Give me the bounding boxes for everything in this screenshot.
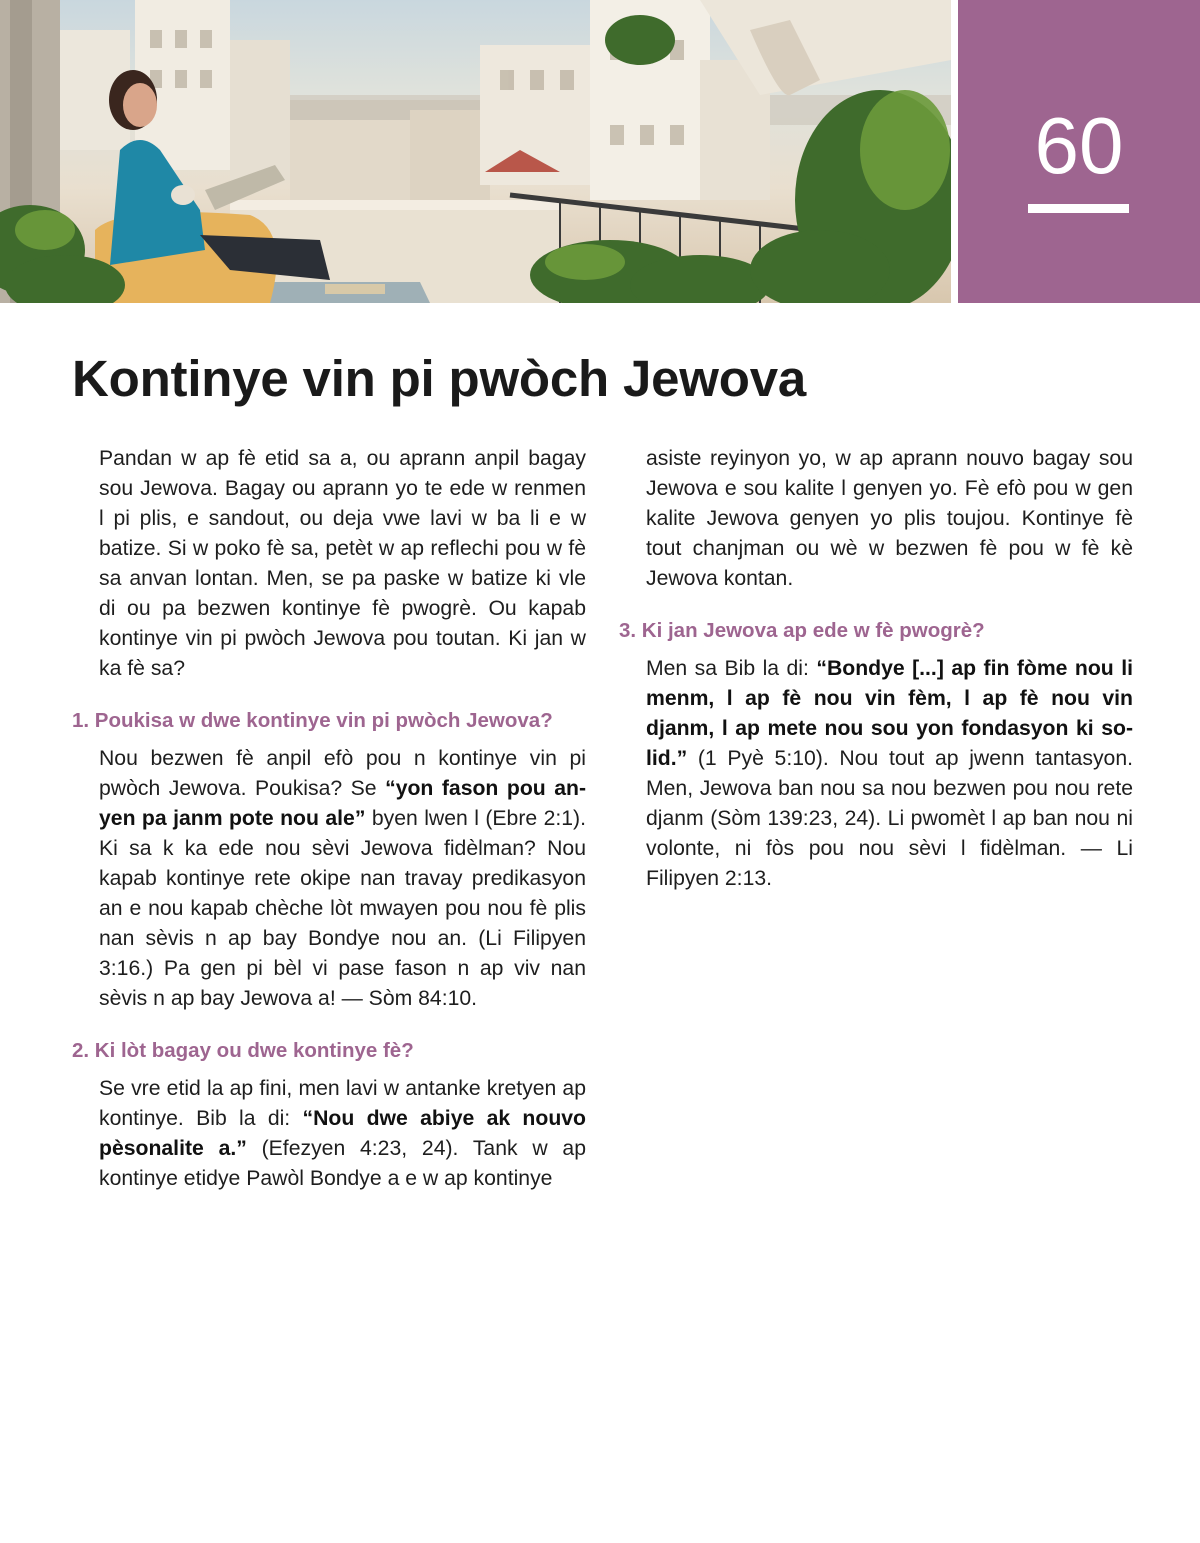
lesson-number-panel xyxy=(958,0,1200,303)
question-1-text-b: byen lwen l (Ebre 2:1). Ki sa k ka ede nou sèvi Jewova fidèlman? Nou kapab kontinye rete okipe nan travay predikasyon an e nou kapab chèche lòt mwayen pou nou fè plis nan sèvis n ap bay Bondye nou an. (Li Filipyen 3:16.) Pa gen pi bèl vi pase fason n ap viv nan sèvis n ap bay Jewova a! — Sòm 84:10. xyxy=(99,807,586,1010)
lesson-number: 60 xyxy=(1034,101,1124,190)
question-3-text-a: Men sa Bib la di: xyxy=(646,657,817,680)
hero-photo xyxy=(0,0,951,303)
lesson-number-underline xyxy=(1028,204,1129,213)
page-title: Kontinye vin pi pwòch Jewova xyxy=(72,350,807,407)
question-3-text-b: (1 Pyè 5:10). Nou tout ap jwenn tantasyon. Men, Jewova ban nou sa nou bezwen pou nou rete djanm (Sòm 139:23, 24). Li pwomèt l ap ban nou ni volonte, ni fòs pou nou sèvi l fidèlman. — Li Filipyen 2:13. xyxy=(646,747,1133,890)
column-right xyxy=(619,444,1133,894)
question-3-bold-quote: “Bondye [...] ap fin fòme nou li menm, l ap fè nou vin fèm, l ap fè nou vin djanm, l ap mete nou sou yon fondasyon ki solid.” xyxy=(646,657,1133,770)
question-1-text-a: Nou bezwen fè anpil efò pou n kontinye vin pi pwòch Jewova. Poukisa? Se xyxy=(99,747,586,800)
question-1-bold-quote: “yon fason pou anyen pa janm pote nou ale” xyxy=(99,777,587,830)
question-1-paragraph xyxy=(99,744,586,1014)
question-2-bold-quote: “Nou dwe abiye ak nouvo pèsonalite a.” xyxy=(99,1107,586,1160)
intro-paragraph: Pandan w ap fè etid sa a, ou aprann anpil bagay sou Jewova. Bagay ou aprann yo te ede w renmen l pi plis, e sandout, ou deja vwe lavi w ba li e w batize. Si w poko fè sa, petèt w ap reflechi pou w fè sa anvan lontan. Men, se pa paske w batize ki vle di ou pa bezwen kontinye fè pwogrè. Ou kapab kontinye vin pi pwòch Jewova pou toutan. Ki jan w ka fè sa? xyxy=(99,447,586,680)
question-2-paragraph-part1 xyxy=(99,1074,586,1194)
question-2-paragraph-part2: asiste reyinyon yo, w ap aprann nouvo bagay sou Jewova e sou kalite l genyen yo. Fè efò pou w gen kalite Jewova genyen yo plis toujou. Kontinye fè tout chanjman ou wè w bezwen fè pou w fè kè Jewova kontan. xyxy=(646,447,1133,590)
question-3-heading: 3. Ki jan Jewova ap ede w fè pwogrè? xyxy=(619,619,985,642)
question-2-text-b: (Efezyen 4:23, 24). Tank w ap kontinye etidye Pawòl Bondye a e w ap kontinye xyxy=(99,1137,586,1190)
question-2-heading: 2. Ki lòt bagay ou dwe kontinye fè? xyxy=(72,1039,414,1062)
question-2-text-a: Se vre etid la ap fini, men lavi w antanke kretyen ap kontinye. Bib la di: xyxy=(99,1077,586,1130)
balcony-city-illustration xyxy=(0,0,951,303)
question-3-paragraph xyxy=(646,654,1133,894)
column-left xyxy=(72,444,586,1194)
question-1-heading: 1. Poukisa w dwe kontinye vin pi pwòch Jewova? xyxy=(72,709,553,732)
